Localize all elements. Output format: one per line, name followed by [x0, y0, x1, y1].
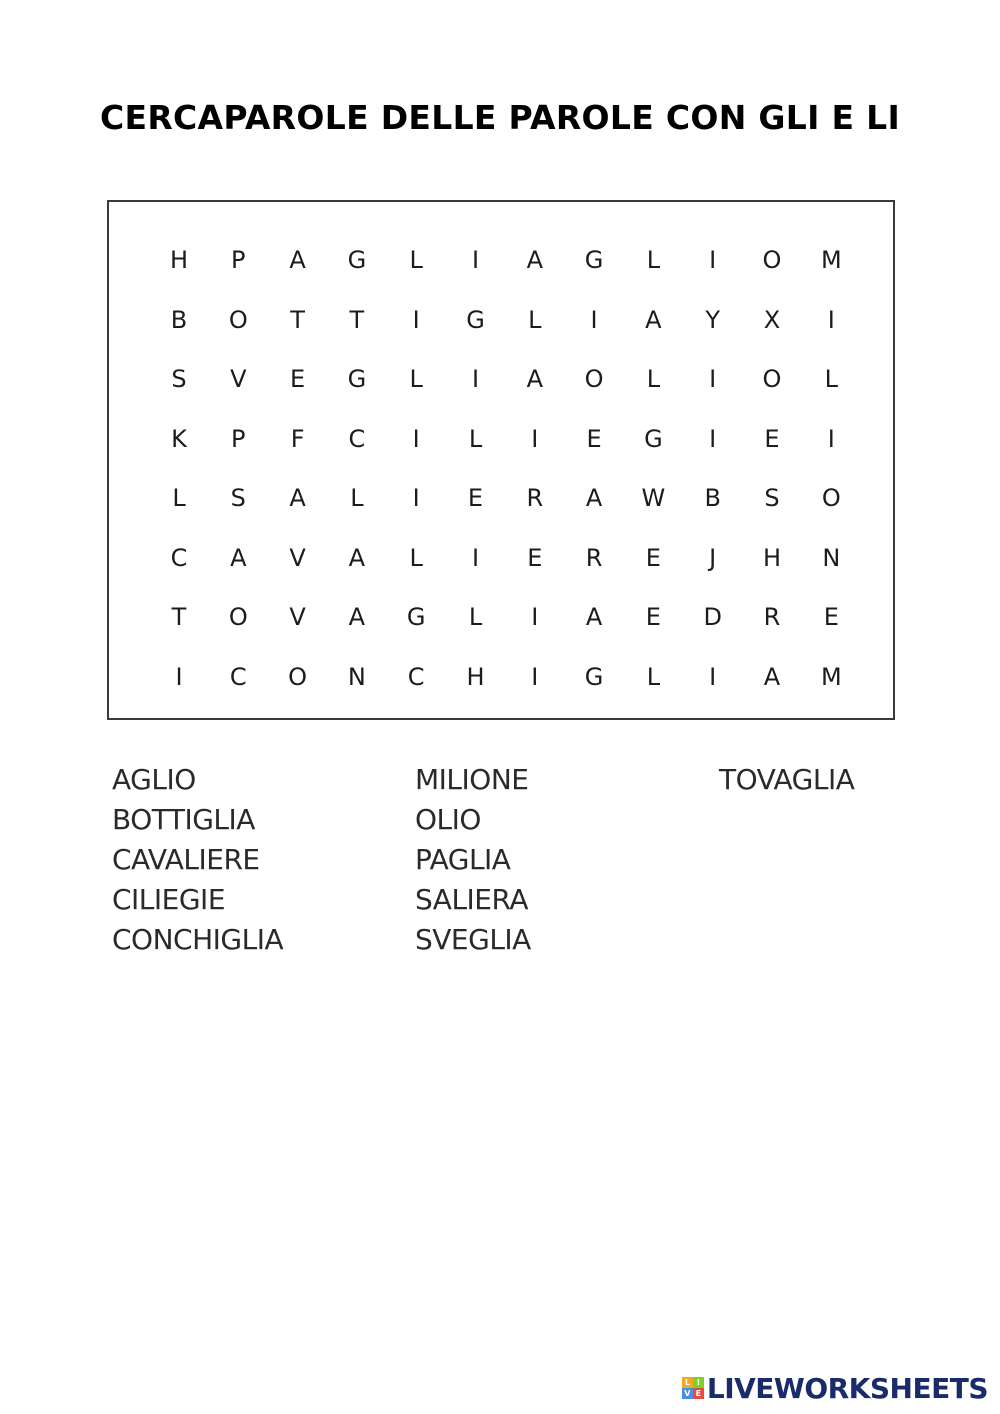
- word-list-item: SVEGLIA: [415, 923, 531, 956]
- grid-letter[interactable]: L: [350, 484, 364, 512]
- word-list-item: OLIO: [415, 803, 481, 836]
- grid-letter[interactable]: A: [645, 305, 662, 334]
- grid-letter[interactable]: I: [709, 246, 717, 274]
- grid-letter[interactable]: E: [645, 603, 661, 631]
- grid-letter[interactable]: A: [289, 246, 306, 274]
- grid-letter[interactable]: G: [466, 305, 485, 334]
- grid-letter[interactable]: I: [412, 424, 420, 453]
- grid-letter[interactable]: N: [347, 662, 366, 691]
- grid-letter[interactable]: O: [762, 246, 782, 274]
- grid-letter[interactable]: I: [827, 424, 835, 453]
- grid-letter[interactable]: B: [704, 484, 721, 512]
- grid-letter[interactable]: S: [764, 484, 780, 512]
- grid-letter[interactable]: I: [709, 662, 717, 691]
- grid-row: [109, 419, 893, 459]
- grid-letter[interactable]: H: [762, 543, 782, 572]
- grid-letter[interactable]: L: [528, 305, 542, 334]
- grid-letter[interactable]: I: [827, 305, 835, 334]
- word-list-item: CONCHIGLIA: [112, 923, 284, 956]
- grid-letter[interactable]: I: [175, 662, 183, 691]
- grid-letter[interactable]: E: [764, 424, 780, 453]
- word-list-item: MILIONE: [415, 763, 529, 796]
- word-list-item: AGLIO: [112, 763, 196, 796]
- grid-letter[interactable]: V: [289, 543, 306, 572]
- grid-letter[interactable]: A: [348, 603, 366, 631]
- brand-name: LIVEWORKSHEETS: [706, 1371, 988, 1405]
- grid-letter[interactable]: A: [585, 603, 603, 631]
- grid-letter[interactable]: P: [231, 246, 246, 274]
- word-list-item: TOVAGLIA: [719, 763, 855, 796]
- grid-letter[interactable]: L: [172, 484, 186, 512]
- grid-letter[interactable]: T: [349, 305, 365, 334]
- grid-letter[interactable]: H: [466, 662, 485, 691]
- grid-row: [109, 240, 893, 280]
- grid-letter[interactable]: I: [471, 543, 480, 572]
- grid-letter[interactable]: O: [228, 305, 248, 334]
- grid-letter[interactable]: L: [646, 246, 661, 274]
- grid-row: [109, 359, 893, 399]
- grid-letter[interactable]: I: [531, 424, 539, 453]
- grid-letter[interactable]: L: [409, 365, 423, 393]
- word-list-column: [719, 760, 854, 800]
- grid-letter[interactable]: I: [590, 305, 598, 334]
- grid-letter[interactable]: I: [709, 424, 717, 453]
- grid-letter[interactable]: F: [290, 424, 305, 453]
- grid-letter[interactable]: D: [703, 603, 722, 631]
- grid-letter[interactable]: J: [709, 543, 717, 572]
- grid-letter[interactable]: L: [646, 662, 661, 691]
- grid-letter[interactable]: L: [468, 424, 483, 453]
- grid-letter[interactable]: T: [290, 305, 305, 334]
- grid-letter[interactable]: A: [526, 365, 543, 393]
- grid-letter[interactable]: I: [709, 365, 717, 393]
- word-list-item: CAVALIERE: [112, 843, 260, 876]
- word-list-column: [415, 760, 531, 960]
- grid-letter[interactable]: T: [171, 603, 187, 631]
- liveworksheets-logo[interactable]: [682, 1370, 988, 1406]
- grid-letter[interactable]: I: [412, 484, 420, 512]
- logo-mark-square: L: [682, 1377, 693, 1388]
- grid-letter[interactable]: O: [228, 603, 248, 631]
- grid-letter[interactable]: O: [584, 365, 604, 393]
- grid-letter[interactable]: X: [763, 305, 781, 334]
- grid-letter[interactable]: V: [230, 365, 247, 393]
- grid-letter[interactable]: L: [468, 603, 483, 631]
- logo-mark-square: I: [693, 1377, 704, 1388]
- grid-letter[interactable]: E: [527, 543, 543, 572]
- grid-letter[interactable]: R: [526, 484, 544, 512]
- page-title: CERCAPAROLE DELLE PAROLE CON GLI E LI: [99, 98, 901, 137]
- word-list-item: CILIEGIE: [112, 883, 226, 916]
- word-list-item: BOTTIGLIA: [112, 803, 255, 836]
- grid-letter[interactable]: A: [348, 543, 366, 572]
- grid-letter[interactable]: L: [824, 365, 838, 393]
- grid-row: [109, 478, 893, 518]
- grid-letter[interactable]: G: [584, 246, 604, 274]
- grid-letter[interactable]: Y: [705, 305, 721, 334]
- grid-letter[interactable]: K: [171, 424, 187, 453]
- word-list-column: [112, 760, 283, 960]
- grid-letter[interactable]: I: [471, 246, 480, 274]
- grid-letter[interactable]: S: [171, 365, 187, 393]
- grid-letter[interactable]: A: [289, 484, 306, 512]
- grid-letter[interactable]: N: [822, 543, 841, 572]
- word-list-item: PAGLIA: [415, 843, 511, 876]
- grid-letter[interactable]: G: [584, 662, 604, 691]
- grid-letter[interactable]: P: [231, 424, 246, 453]
- grid-letter[interactable]: O: [762, 365, 782, 393]
- grid-letter[interactable]: V: [289, 603, 306, 631]
- grid-letter[interactable]: R: [763, 603, 781, 631]
- liveworksheets-logo-icon: [682, 1377, 704, 1399]
- grid-letter[interactable]: B: [170, 305, 188, 334]
- word-list: [0, 760, 1000, 980]
- logo-mark-square: E: [693, 1388, 704, 1399]
- grid-letter[interactable]: E: [290, 365, 306, 393]
- grid-letter[interactable]: G: [347, 365, 367, 393]
- grid-letter[interactable]: G: [347, 246, 367, 274]
- grid-letter[interactable]: E: [645, 543, 661, 572]
- grid-letter[interactable]: M: [820, 246, 842, 274]
- word-search-grid: [107, 200, 895, 720]
- grid-letter[interactable]: I: [471, 365, 480, 393]
- grid-letter[interactable]: A: [526, 246, 543, 274]
- grid-letter[interactable]: I: [412, 305, 420, 334]
- grid-row: [109, 538, 893, 578]
- grid-letter[interactable]: W: [641, 484, 666, 512]
- grid-letter[interactable]: S: [230, 484, 246, 512]
- grid-letter[interactable]: C: [348, 424, 366, 453]
- grid-letter[interactable]: R: [585, 543, 603, 572]
- logo-mark-square: V: [682, 1388, 693, 1399]
- grid-letter[interactable]: A: [763, 662, 781, 691]
- grid-letter[interactable]: C: [170, 543, 188, 572]
- grid-letter[interactable]: E: [586, 424, 602, 453]
- grid-letter[interactable]: G: [644, 424, 663, 453]
- grid-letter[interactable]: G: [406, 603, 426, 631]
- word-list-item: SALIERA: [415, 883, 528, 916]
- grid-letter[interactable]: M: [820, 662, 842, 691]
- grid-letter[interactable]: A: [585, 484, 603, 512]
- grid-letter[interactable]: A: [230, 543, 247, 572]
- grid-letter[interactable]: E: [467, 484, 484, 512]
- grid-row: [109, 300, 893, 340]
- grid-letter[interactable]: C: [229, 662, 247, 691]
- grid-letter[interactable]: I: [531, 662, 539, 691]
- grid-letter[interactable]: L: [409, 246, 423, 274]
- grid-letter[interactable]: H: [169, 246, 189, 274]
- grid-row: [109, 597, 893, 637]
- grid-letter[interactable]: E: [823, 603, 839, 631]
- grid-letter[interactable]: L: [646, 365, 661, 393]
- grid-letter[interactable]: C: [407, 662, 425, 691]
- grid-letter[interactable]: O: [821, 484, 841, 512]
- grid-letter[interactable]: O: [288, 662, 308, 691]
- grid-letter[interactable]: I: [531, 603, 539, 631]
- grid-letter[interactable]: L: [409, 543, 423, 572]
- grid-row: [109, 657, 893, 697]
